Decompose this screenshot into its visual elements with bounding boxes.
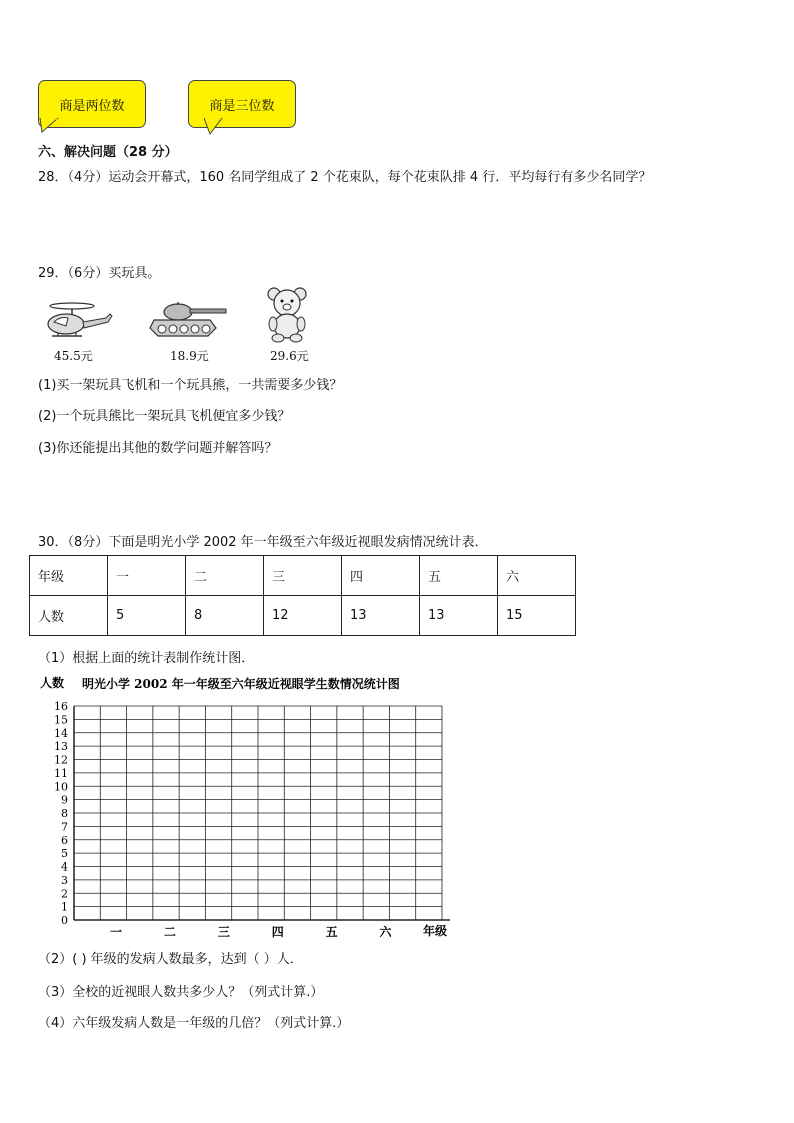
table-cell: 13 [420,596,498,636]
tank-price: 18.9元 [170,349,209,363]
chart-ytick-label: 8 [61,807,68,820]
question-30-sub-4: （4）六年级发病人数是一年级的几倍？（列式计算.） [38,1016,350,1031]
teddy-bear-icon [264,286,310,344]
table-cell: 三 [264,556,342,596]
chart-xtick-label: 三 [217,925,230,939]
chart-xtick-label: 二 [163,925,176,939]
helicopter-icon [36,300,114,340]
question-29-sub-2: (2)一个玩具熊比一架玩具飞机便宜多少钱？ [38,409,291,424]
table-cell: 一 [108,556,186,596]
chart-xtick-label: 五 [325,925,338,939]
table-header-row [30,556,576,596]
table-cell: 六 [498,556,576,596]
chart-xtick-label: 一 [110,925,123,939]
chart-ytick-label: 6 [61,833,68,847]
chart-ylabel: 人数 [40,676,65,690]
table-row [30,596,576,636]
table-cell: 二 [186,556,264,596]
question-29-sub-1: (1)买一架玩具飞机和一个玩具熊，一共需要多少钱？ [38,378,343,393]
chart-ytick-label: 11 [54,766,68,780]
question-30-sub-2: （2）( ) 年级的发病人数最多，达到（ ）人． [38,952,303,967]
statistics-table [29,555,576,636]
question-30-sub-1: （1）根据上面的统计表制作统计图． [38,651,255,666]
callout-tail-2 [204,118,234,136]
callout-label: 商是三位数 [209,98,275,114]
chart-ytick-label: 15 [54,713,68,727]
question-29-sub-3: (3)你还能提出其他的数学问题并解答吗？ [38,441,278,456]
callout-label: 商是两位数 [59,98,125,114]
table-cell: 12 [264,596,342,636]
tank-icon [148,300,228,340]
chart-ytick-label: 10 [54,780,68,794]
helicopter-price: 45.5元 [54,349,93,363]
chart-ytick-label: 0 [61,914,68,927]
chart-xtick-label: 四 [271,925,284,939]
section-heading: 六、解决问题（28 分） [38,145,178,160]
question-29-title: 29．（6分）买玩具。 [38,266,161,281]
question-28: 28．（4分）运动会开幕式，160 名同学组成了 2 个花束队，每个花束队排 4 行．平均每行有多少名同学？ [38,170,652,185]
table-cell: 五 [420,556,498,596]
chart-ytick-label: 13 [54,740,68,754]
chart-ytick-label: 14 [54,726,68,740]
chart-xlabel: 年级 [423,924,448,938]
chart-ytick-label: 1 [61,900,68,914]
statistics-chart [30,672,460,944]
question-30-sub-3: （3）全校的近视眼人数共多少人？（列式计算.） [38,985,324,1000]
chart-ytick-label: 2 [61,887,68,901]
chart-ytick-label: 7 [61,820,68,834]
chart-ytick-label: 9 [61,793,68,807]
table-cell: 8 [186,596,264,636]
table-cell: 人数 [30,596,108,636]
table-cell: 5 [108,596,186,636]
table-cell: 15 [498,596,576,636]
chart-ytick-label: 16 [54,700,68,713]
table-cell: 13 [342,596,420,636]
chart-ytick-label: 5 [61,847,68,861]
chart-ytick-label: 12 [54,753,68,767]
callout-tail-1 [38,118,68,134]
table-cell: 四 [342,556,420,596]
chart-ytick-label: 4 [61,860,68,874]
chart-xtick-label: 六 [379,925,392,939]
chart-title: 明光小学 2002 年一年级至六年级近视眼学生数情况统计图 [82,677,400,691]
chart-ytick-label: 3 [61,873,68,887]
question-30-title: 30．（8分）下面是明光小学 2002 年一年级至六年级近视眼发病情况统计表． [38,535,488,550]
teddy-bear-price: 29.6元 [270,349,309,363]
table-cell: 年级 [30,556,108,596]
